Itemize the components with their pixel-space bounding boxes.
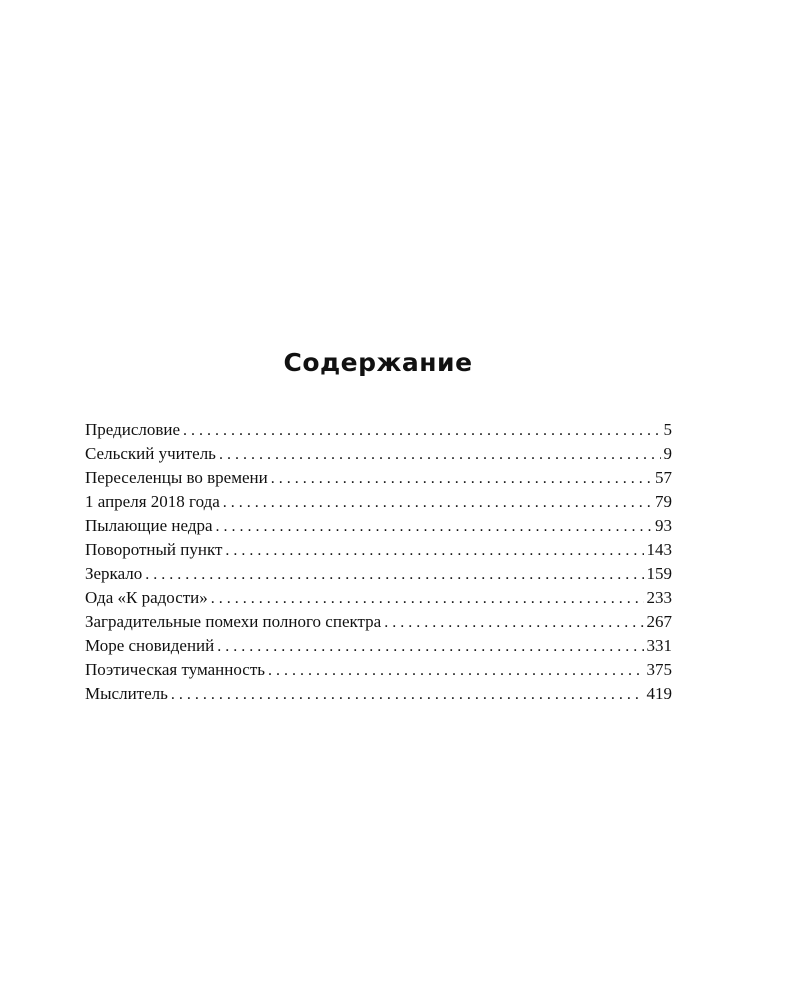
dot-leader <box>171 683 644 707</box>
dot-leader <box>225 539 643 563</box>
toc-entry[interactable] <box>85 442 672 466</box>
toc-entry-page-number: 233 <box>646 588 672 607</box>
toc-entry[interactable] <box>85 658 672 682</box>
toc-entry-title: Переселенцы во времени <box>85 468 268 487</box>
toc-entry[interactable] <box>85 538 672 562</box>
toc-entry-page-number: 159 <box>646 564 672 583</box>
toc-entry[interactable] <box>85 466 672 490</box>
toc-entry-title: Поэтическая туманность <box>85 660 266 679</box>
toc-entry-title: Предисловие <box>85 420 181 439</box>
toc-entry-page-number: 57 <box>655 468 672 487</box>
table-of-contents <box>85 418 672 706</box>
dot-leader <box>145 563 643 587</box>
toc-entry[interactable] <box>85 610 672 634</box>
toc-entry-title: Поворотный пункт <box>85 540 223 559</box>
dot-leader <box>217 635 643 659</box>
toc-entry-title: 1 апреля 2018 года <box>85 492 220 511</box>
toc-entry-page-number: 143 <box>646 540 672 559</box>
toc-entry[interactable] <box>85 418 672 442</box>
toc-entry-page-number: 267 <box>646 612 672 631</box>
toc-entry-title: Пылающие недра <box>85 516 213 535</box>
toc-entry-page-number: 5 <box>663 420 672 439</box>
dot-leader <box>216 515 652 539</box>
toc-entry[interactable] <box>85 682 672 706</box>
toc-entry-page-number: 93 <box>655 516 672 535</box>
dot-leader <box>384 611 643 635</box>
page-title: Содержание <box>283 348 473 377</box>
dot-leader <box>268 659 643 683</box>
toc-entry-page-number: 9 <box>663 444 672 463</box>
toc-entry-title: Зеркало <box>85 564 143 583</box>
toc-entry[interactable] <box>85 562 672 586</box>
toc-entry-page-number: 331 <box>646 636 672 655</box>
dot-leader <box>211 587 644 611</box>
dot-leader <box>223 491 652 515</box>
toc-entry-page-number: 79 <box>655 492 672 511</box>
toc-entry-title: Мыслитель <box>85 684 168 703</box>
toc-entry-title: Ода «К радости» <box>85 588 208 607</box>
toc-entry[interactable] <box>85 586 672 610</box>
toc-entry[interactable] <box>85 490 672 514</box>
toc-entry-title: Море сновидений <box>85 636 215 655</box>
toc-entry-title: Заградительные помехи полного спектра <box>85 612 382 631</box>
toc-entry[interactable] <box>85 514 672 538</box>
dot-leader <box>219 443 661 467</box>
toc-entry-page-number: 375 <box>646 660 672 679</box>
dot-leader <box>183 419 660 443</box>
toc-entry[interactable] <box>85 634 672 658</box>
toc-entry-page-number: 419 <box>646 684 672 703</box>
dot-leader <box>271 467 652 491</box>
toc-entry-title: Сельский учитель <box>85 444 216 463</box>
